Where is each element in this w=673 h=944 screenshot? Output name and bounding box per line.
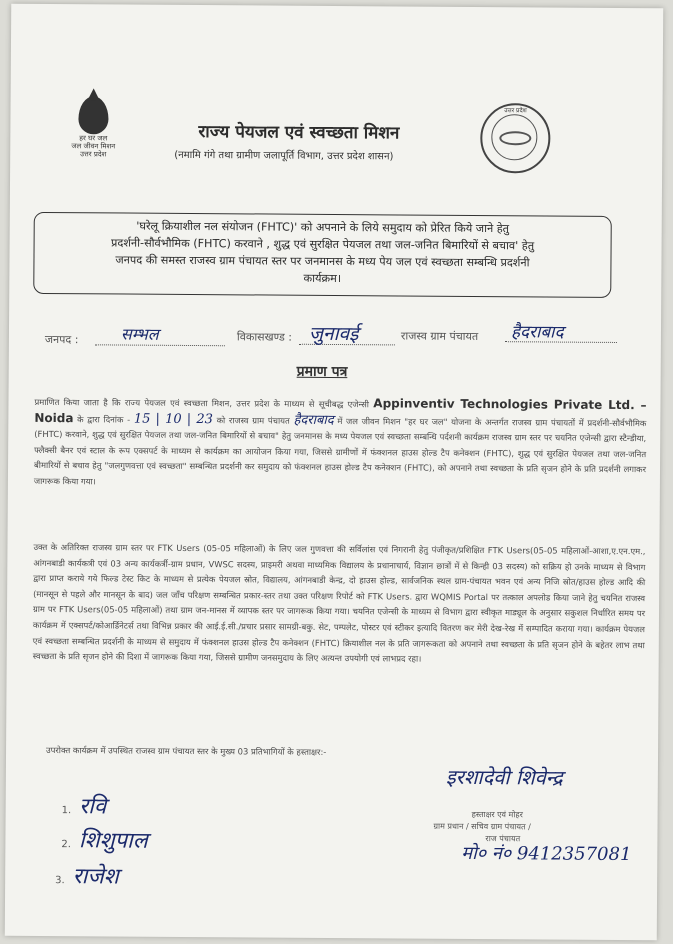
attendees-note: उपरोक्त कार्यक्रम में उपस्थित राजस्व ग्राम पंचायत स्तर के मुख्य 03 प्रतिभागियों के हस्ताक्षर:- — [46, 744, 327, 757]
district-underline — [95, 344, 225, 346]
certificate-title: प्रमाण पत्र — [296, 363, 348, 381]
para1-body: में जल जीवन मिशन "हर घर जल" योजना के अन्तर्गत राजस्व ग्राम पंचायतों में प्रदर्शनी-सौर्वभौमिक (FHTC) करवाने, शुद्ध एवं सुरक्षित पेयजल तथा जल-जनित बिमारियों से बचाव" हेतु जनमानस के मध्य पेयजल एवं स्वच्छता सम्बन्धि पर्दशनी कार्यक्रम राजस्व ग्राम स्तर पर चयनित एजेन्सी द्वारा स्टैन्डीया, फ्लैक्सी बैनर एवं स्टाल के रूप एक्सपर्ट के माध्यम से कार्यक्रम का आयोजन किया गया, जिससे ग्रामीणों में फंक्शनल हाउस होल्ड टैप कनेक्शन (FHTC), शुद्ध एवं सुरक्षित पेयजल तथा जल-जनित बीमारियों से बचाव हेतु "जलगुणवत्ता एवं स्वच्छता" सम्बन्धित प्रदर्शनी कर समुदाय को फंक्शनल हाउस होल्ड टैप कनेक्शन (FHTC), को अपनाने तथा स्वच्छता के प्रति सृजन होने के प्रति प्रदर्शनी लगाकर जागरूक किया गया। — [33, 415, 647, 487]
block-value: जुनावई — [308, 322, 359, 346]
attendee-number: 3. — [55, 875, 65, 887]
mission-subtitle: (नमामि गंगे तथा ग्रामीण जलापूर्ति विभाग, उत्तर प्रदेश शासन) — [174, 149, 394, 163]
mission-title: राज्य पेयजल एवं स्वच्छता मिशन — [198, 122, 400, 144]
attendee-signature-3 — [55, 860, 119, 890]
block-label: विकासखण्ड : — [236, 330, 293, 344]
district-value: सम्भल — [120, 324, 159, 344]
handwritten-date: 15 | 10 | 23 — [133, 411, 213, 427]
gram-panchayat-label: राजस्व ग्राम पंचायत — [400, 329, 479, 344]
logo-caption-1: हर घर जल — [79, 134, 108, 143]
signature-caption-1: हस्ताक्षर एवं मोहर — [471, 809, 523, 820]
up-government-seal — [480, 103, 550, 173]
jal-jeevan-mission-logo — [58, 96, 128, 158]
signature-caption-2: ग्राम प्रधान / सचिव ग्राम पंचायत / — [433, 821, 531, 832]
para1-date-label: के द्वारा दिनांक - — [77, 413, 131, 425]
subject-line-1: 'घरेलू क्रियाशील नल संयोजन (FHTC)' को अपनाने के लिये समुदाय को प्रेरित किये जाने हेतु — [136, 219, 510, 236]
certificate-paragraph-2: उक्त के अतिरिक्त राजस्व ग्राम स्तर पर FTK Users (05-05 महिलाओं) के लिए जल गुणवत्ता की सर्विलांस एवं निगरानी हेतु पंजीकृत/प्रशिक्षित FTK Users(05-05 महिलाओं-आशा,ए.एन.एम., आंगनबाडी कार्यकत्री एवं 03 अन्य कार्यकर्त्री-ग्राम प्रधान, VWSC सदस्य, प्राइमरी अथवा माध्यमिक विद्यालय के प्रधानाचार्य, विज्ञान छात्रों में से किन्ही 03 सदस्य) को सक्रिय हो उनके माध्यम से विभाग द्वारा प्राप्त कराये गये फिल्ड टेस्ट किट के माध्यम से प्रत्येक पेयजल स्रोत, विद्यालय, आंगनबाडी केन्द्र, दो हाउस होल्ड, सार्वजनिक स्थल ग्राम-पंचायत भवन एवं अन्य निजि स्रोत/हाउस होल्ड आदि की (मानसून से पहले और मानसून के बाद) जल जाँच परिक्षण सम्बन्धित प्रकार-स्तर तथा उक्त परिक्षण रिपोर्ट को FTK Users. द्वारा WQMIS Portal पर तत्काल अपलोड किया जाने हेतु चयनित राजस्व ग्राम पर FTK Users(05-05 महिलाओं) तथा ग्राम जन-मानस में व्यापक स्तर पर जागरूक किया गया। चयनित एजेन्सी के माध्यम से विभाग द्वारा स्वीकृत माड्यूल के अनुसार सकुशल निर्धारित समय पर कार्यक्रम में एक्सपर्ट/कोआर्डिनेटर्स तथा विभिन्न प्रकार की आई.ई.सी./प्रचार प्रसार सामग्री-बकु. सेट, पम्पलेट, पोस्टर एवं स्टीकर इत्यादि वितरण कर मेरी देख-रेख में सम्पादित कराया गया। कार्यक्रम पेयजल एवं स्वच्छता सम्बन्धित प्रदर्शनी के माध्यम से समुदाय में फंक्शनल हाउस होल्ड टैप कनेक्शन (FHTC) क्रियाशील नल के प्रति जागरूकता को अपनाने तथा स्वच्छता के प्रति सृजन होने के बहेतर लाभ तथा स्वच्छता के प्रति सृजन होने की दिशा में जागरूक किया गया, जिससे ग्रामीण जनसमुदाय के लिए अत्यन्त उपयोगी एवं लाभप्रद रहा। — [32, 541, 646, 664]
subject-line-2: प्रदर्शनी-सौर्वभौमिक (FHTC) करवाने , शुद्ध एवं सुरक्षित पेयजल तथा जल-जनित बिमारियों से बचाव' हेतु — [111, 236, 535, 253]
subject-line-4: कार्यक्रम। — [303, 271, 342, 286]
district-label: जनपद : — [44, 332, 79, 347]
handwritten-gram-panchayat: हैदराबाद — [293, 412, 334, 428]
subject-line-3: जनपद की समस्त राजस्व ग्राम पंचायत स्तर पर जनमानस के मध्य पेय जल एवं स्वच्छता सम्बन्धि प्रदर्शनी — [115, 253, 530, 270]
seal-fish-emblem-icon — [499, 131, 531, 145]
water-drop-icon — [78, 96, 108, 134]
para1-gp-label: को राजस्व ग्राम पंचायत — [216, 414, 290, 426]
signature-caption-3: राज पंचायत — [485, 834, 521, 844]
attendee-signature-text: रवि — [79, 794, 107, 820]
attendee-number: 2. — [61, 839, 71, 851]
attendee-signature-2 — [61, 824, 147, 855]
pradhan-signature: इरशादेवी शिवेन्द्र — [445, 764, 563, 790]
attendee-number: 1. — [61, 805, 72, 817]
attendee-signature-1 — [62, 790, 107, 820]
para1-intro: प्रमाणित किया जाता है कि राज्य पेयजल एवं स्वच्छता मिशन, उत्तर प्रदेश के माध्यम से सूचीबद्ध एजेन्सी — [34, 396, 370, 410]
pradhan-mobile-number: मो० नं० 9412357081 — [461, 842, 632, 866]
gram-panchayat-value: हैदराबाद — [510, 322, 564, 343]
attendee-signature-text: राजेश — [72, 864, 119, 890]
certificate-paragraph-1 — [34, 394, 647, 494]
seal-text: उत्तर प्रदेश — [504, 107, 527, 115]
certificate-page — [5, 4, 663, 941]
logo-caption-3: उत्तर प्रदेश — [80, 150, 107, 159]
subject-box — [33, 212, 612, 298]
agency-name: Appinventiv Technologies Private Ltd. – Noida — [34, 396, 647, 425]
attendee-signature-text: शिशुपाल — [78, 828, 148, 854]
logo-caption-2: जल जीवन मिशन — [71, 142, 116, 151]
